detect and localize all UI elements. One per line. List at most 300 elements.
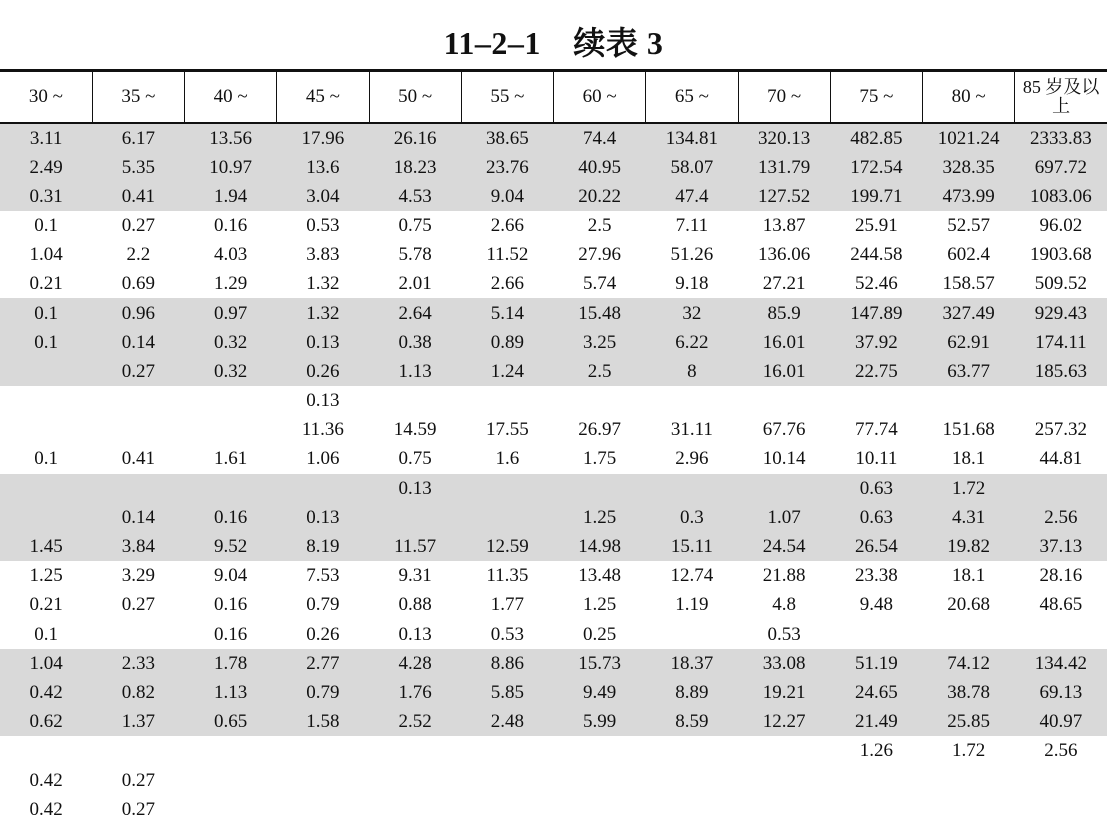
table-cell	[185, 795, 277, 824]
table-cell: 10.11	[855, 448, 898, 470]
table-cell	[92, 474, 184, 503]
table-cell: 0.13	[277, 503, 369, 532]
table-row	[0, 532, 1107, 561]
table-cell: 602.4	[947, 244, 990, 266]
table-cell: 2.66	[490, 273, 524, 295]
table-cell: 8.89	[646, 678, 738, 707]
header-row	[0, 71, 1107, 123]
table-cell: 40.95	[554, 153, 646, 182]
table-cell: 2.48	[461, 707, 553, 736]
table-cell: 473.99	[923, 182, 1015, 211]
table-cell: 20.22	[554, 182, 646, 211]
table-cell: 21.88	[762, 565, 806, 587]
table-cell: 134.42	[1015, 649, 1107, 678]
table-cell: 12.27	[738, 707, 830, 736]
table-cell: 2.5	[554, 357, 646, 386]
table-cell	[738, 795, 830, 824]
table-cell: 0.75	[398, 214, 432, 236]
table-cell: 32	[646, 298, 738, 327]
table-cell: 23.38	[855, 565, 898, 587]
table-cell: 0.21	[29, 594, 63, 616]
table-cell	[92, 386, 184, 415]
table-cell: 151.68	[942, 419, 995, 441]
table-cell: 0.1	[34, 448, 58, 470]
table-cell: 0.16	[214, 623, 248, 645]
table-row	[0, 123, 1107, 153]
table-cell: 0.96	[92, 298, 184, 327]
table-row	[0, 474, 1107, 503]
table-cell	[185, 386, 277, 415]
table-cell: 0.42	[29, 798, 63, 820]
table-cell	[461, 795, 553, 824]
table-cell: 77.74	[855, 419, 898, 441]
table-cell: 58.07	[646, 153, 738, 182]
table-cell: 5.78	[398, 244, 432, 266]
table-cell: 0.41	[121, 448, 155, 470]
column-header: 45 ~	[277, 71, 369, 123]
table-row	[0, 211, 1107, 240]
table-cell: 0.62	[0, 707, 92, 736]
table-cell: 174.11	[1015, 328, 1107, 357]
table-cell: 18.23	[369, 153, 461, 182]
table-cell: 1.45	[0, 532, 92, 561]
table-cell: 26.97	[578, 419, 621, 441]
table-cell: 0.97	[185, 298, 277, 327]
table-cell: 244.58	[850, 244, 903, 266]
table-cell: 24.54	[738, 532, 830, 561]
table-cell	[923, 795, 1015, 824]
table-cell	[0, 357, 92, 386]
column-header: 60 ~	[554, 71, 646, 123]
table-cell: 25.91	[855, 214, 898, 236]
table-cell: 0.3	[646, 503, 738, 532]
table-cell: 482.85	[830, 123, 922, 153]
table-cell	[646, 736, 738, 765]
table-cell: 1.04	[29, 244, 63, 266]
table-cell: 15.11	[646, 532, 738, 561]
table-cell: 2.52	[369, 707, 461, 736]
table-cell: 0.27	[92, 357, 184, 386]
table-row	[0, 357, 1107, 386]
table-cell: 18.1	[952, 565, 986, 587]
table-cell: 67.76	[762, 419, 806, 441]
table-cell: 7.11	[675, 214, 709, 236]
table-cell	[646, 765, 738, 794]
table-cell: 4.03	[214, 244, 248, 266]
table-cell: 2.96	[675, 448, 709, 470]
table-cell	[1015, 386, 1107, 415]
table-body	[0, 123, 1107, 824]
table-cell: 1.07	[738, 503, 830, 532]
table-cell: 37.13	[1015, 532, 1107, 561]
table-cell: 158.57	[942, 273, 995, 295]
table-cell: 18.1	[952, 448, 986, 470]
table-cell	[0, 415, 92, 444]
table-cell: 0.1	[34, 214, 58, 236]
table-cell: 185.63	[1015, 357, 1107, 386]
table-cell	[369, 386, 461, 415]
table-cell: 4.8	[772, 594, 796, 616]
table-cell: 6.17	[92, 123, 184, 153]
table-row	[0, 503, 1107, 532]
table-cell: 929.43	[1015, 298, 1107, 327]
table-cell: 3.11	[0, 123, 92, 153]
table-cell: 0.27	[121, 214, 155, 236]
table-cell	[554, 386, 646, 415]
table-cell: 9.52	[185, 532, 277, 561]
table-cell: 37.92	[830, 328, 922, 357]
table-cell: 2.01	[398, 273, 432, 295]
table-cell: 74.4	[554, 123, 646, 153]
table-cell	[0, 503, 92, 532]
table-cell: 0.89	[461, 328, 553, 357]
column-header: 55 ~	[461, 71, 553, 123]
table-cell: 509.52	[1034, 273, 1087, 295]
table-cell: 0.25	[583, 623, 617, 645]
table-row	[0, 620, 1107, 649]
column-header: 50 ~	[369, 71, 461, 123]
table-cell: 2333.83	[1015, 123, 1107, 153]
column-header: 30 ~	[0, 71, 92, 123]
table-cell: 0.16	[185, 503, 277, 532]
table-cell: 0.27	[121, 769, 155, 791]
table-cell: 13.6	[277, 153, 369, 182]
table-cell: 1.25	[554, 503, 646, 532]
table-cell: 8.19	[277, 532, 369, 561]
table-cell: 16.01	[738, 357, 830, 386]
table-cell: 1.25	[583, 594, 617, 616]
table-cell	[369, 765, 461, 794]
table-cell: 1.72	[952, 740, 986, 762]
table-cell	[554, 795, 646, 824]
table-cell: 3.04	[277, 182, 369, 211]
table-cell: 0.65	[185, 707, 277, 736]
table-cell: 10.97	[185, 153, 277, 182]
table-cell: 134.81	[646, 123, 738, 153]
table-cell: 7.53	[306, 565, 340, 587]
table-cell: 12.74	[670, 565, 714, 587]
table-cell: 1021.24	[923, 123, 1015, 153]
table-cell: 257.32	[1034, 419, 1087, 441]
table-cell: 0.75	[398, 448, 432, 470]
table-cell: 9.48	[859, 594, 893, 616]
table-cell: 13.87	[762, 214, 806, 236]
table-cell: 1.75	[583, 448, 617, 470]
table-cell: 2.5	[587, 214, 612, 236]
table-cell: 1.24	[461, 357, 553, 386]
table-cell	[0, 386, 92, 415]
table-cell: 0.27	[121, 594, 155, 616]
table-cell: 1.76	[369, 678, 461, 707]
table-cell	[738, 386, 830, 415]
table-cell: 18.37	[646, 649, 738, 678]
table-cell: 0.53	[490, 623, 524, 645]
table-cell: 0.53	[306, 214, 340, 236]
table-cell: 2.2	[126, 244, 151, 266]
table-cell	[646, 386, 738, 415]
table-cell: 320.13	[738, 123, 830, 153]
table-cell: 38.78	[923, 678, 1015, 707]
table-cell: 0.32	[185, 357, 277, 386]
table-cell	[461, 474, 553, 503]
table-row	[0, 590, 1107, 619]
table-cell: 0.1	[0, 328, 92, 357]
table-cell: 0.63	[830, 503, 922, 532]
table-cell: 22.75	[830, 357, 922, 386]
column-header: 80 ~	[923, 71, 1015, 123]
table-cell: 1.25	[29, 565, 63, 587]
table-cell: 8.59	[646, 707, 738, 736]
table-cell: 27.96	[578, 244, 621, 266]
table-cell	[185, 736, 277, 765]
table-cell: 74.12	[923, 649, 1015, 678]
table-row	[0, 182, 1107, 211]
table-cell: 1.13	[185, 678, 277, 707]
table-cell	[1015, 620, 1107, 649]
table-cell: 17.55	[486, 419, 529, 441]
table-cell: 14.98	[554, 532, 646, 561]
table-cell: 5.99	[554, 707, 646, 736]
table-cell: 10.14	[762, 448, 806, 470]
table-cell: 328.35	[923, 153, 1015, 182]
table-cell	[554, 765, 646, 794]
table-cell: 5.35	[92, 153, 184, 182]
table-cell: 9.49	[554, 678, 646, 707]
table-cell: 2.56	[1044, 740, 1078, 762]
table-row	[0, 736, 1107, 765]
table-cell: 27.21	[762, 273, 806, 295]
table-cell: 1083.06	[1015, 182, 1107, 211]
table-cell	[923, 620, 1015, 649]
table-row	[0, 678, 1107, 707]
table-row	[0, 795, 1107, 824]
table-cell: 2.64	[369, 298, 461, 327]
table-cell: 48.65	[1039, 594, 1083, 616]
table-cell: 40.97	[1015, 707, 1107, 736]
table-cell	[738, 765, 830, 794]
table-cell: 0.1	[0, 298, 92, 327]
table-cell: 0.32	[185, 328, 277, 357]
table-cell: 13.56	[185, 123, 277, 153]
table-cell: 44.81	[1039, 448, 1083, 470]
table-cell: 1.6	[495, 448, 520, 470]
table-cell	[369, 503, 461, 532]
table-cell: 9.04	[214, 565, 248, 587]
column-header: 35 ~	[92, 71, 184, 123]
column-header: 40 ~	[185, 71, 277, 123]
table-cell	[554, 474, 646, 503]
table-cell	[185, 415, 277, 444]
table-cell: 1.61	[214, 448, 248, 470]
table-cell: 0.69	[121, 273, 155, 295]
table-cell	[738, 736, 830, 765]
table-cell: 11.57	[369, 532, 461, 561]
table-cell: 127.52	[738, 182, 830, 211]
table-cell	[923, 765, 1015, 794]
table-cell: 12.59	[461, 532, 553, 561]
table-cell	[1015, 795, 1107, 824]
table-cell: 85.9	[738, 298, 830, 327]
table-cell: 15.73	[554, 649, 646, 678]
table-cell: 0.13	[398, 623, 432, 645]
table-cell: 0.27	[121, 798, 155, 820]
table-cell: 20.68	[947, 594, 990, 616]
table-row	[0, 386, 1107, 415]
table-cell: 1.06	[306, 448, 340, 470]
column-header: 75 ~	[830, 71, 922, 123]
table-cell: 5.85	[461, 678, 553, 707]
column-header: 65 ~	[646, 71, 738, 123]
table-cell: 0.14	[92, 503, 184, 532]
table-cell: 1.72	[923, 474, 1015, 503]
table-cell: 11.52	[486, 244, 529, 266]
table-cell	[461, 765, 553, 794]
table-cell: 63.77	[923, 357, 1015, 386]
table-cell: 6.22	[646, 328, 738, 357]
table-cell: 1.94	[185, 182, 277, 211]
table-cell: 3.25	[554, 328, 646, 357]
table-cell: 0.88	[398, 594, 432, 616]
table-row	[0, 649, 1107, 678]
table-cell: 3.84	[92, 532, 184, 561]
table-cell: 199.71	[830, 182, 922, 211]
table-cell: 9.18	[675, 273, 709, 295]
table-cell	[461, 386, 553, 415]
table-cell: 0.63	[830, 474, 922, 503]
table-cell: 2.33	[92, 649, 184, 678]
table-cell: 0.38	[369, 328, 461, 357]
table-cell: 5.74	[583, 273, 617, 295]
table-cell	[646, 795, 738, 824]
table-cell: 0.16	[214, 594, 248, 616]
table-cell: 1.04	[0, 649, 92, 678]
table-cell: 23.76	[461, 153, 553, 182]
table-cell: 0.82	[92, 678, 184, 707]
table-row	[0, 298, 1107, 327]
table-cell: 2.77	[277, 649, 369, 678]
table-cell: 1.58	[277, 707, 369, 736]
table-cell: 69.13	[1015, 678, 1107, 707]
table-cell: 4.53	[369, 182, 461, 211]
table-cell: 0.21	[29, 273, 63, 295]
table-cell	[1015, 765, 1107, 794]
table-cell: 0.1	[34, 623, 58, 645]
table-cell: 25.85	[923, 707, 1015, 736]
table-header	[0, 71, 1107, 123]
table-cell: 0.14	[92, 328, 184, 357]
table-cell: 2.66	[490, 214, 524, 236]
table-cell	[277, 765, 369, 794]
table-row	[0, 240, 1107, 269]
table-cell: 9.31	[398, 565, 432, 587]
table-cell: 0.42	[29, 769, 63, 791]
table-cell: 33.08	[738, 649, 830, 678]
table-row	[0, 153, 1107, 182]
table-cell	[830, 765, 922, 794]
table-cell: 1.78	[185, 649, 277, 678]
table-cell	[277, 474, 369, 503]
table-cell	[92, 736, 184, 765]
table-cell: 0.13	[306, 390, 340, 412]
table-row	[0, 269, 1107, 298]
table-cell: 147.89	[830, 298, 922, 327]
table-cell: 21.49	[830, 707, 922, 736]
table-cell: 0.42	[0, 678, 92, 707]
table-cell	[830, 386, 922, 415]
table-cell	[461, 736, 553, 765]
table-cell: 4.28	[369, 649, 461, 678]
table-cell: 26.54	[830, 532, 922, 561]
table-cell	[0, 474, 92, 503]
table-cell: 0.79	[306, 594, 340, 616]
column-header: 70 ~	[738, 71, 830, 123]
table-cell: 13.48	[578, 565, 621, 587]
table-cell: 8.86	[461, 649, 553, 678]
table-cell: 2.56	[1015, 503, 1107, 532]
table-cell: 31.11	[670, 419, 713, 441]
table-cell	[738, 474, 830, 503]
table-cell: 0.26	[277, 357, 369, 386]
table-cell: 0.31	[0, 182, 92, 211]
table-cell: 52.46	[855, 273, 898, 295]
table-cell	[646, 620, 738, 649]
data-table	[0, 69, 1107, 824]
table-cell: 19.21	[738, 678, 830, 707]
table-cell	[277, 736, 369, 765]
table-cell: 16.01	[738, 328, 830, 357]
table-cell: 0.26	[306, 623, 340, 645]
table-cell: 172.54	[830, 153, 922, 182]
table-cell: 1.19	[675, 594, 709, 616]
table-cell: 0.13	[369, 474, 461, 503]
table-cell	[369, 736, 461, 765]
table-row	[0, 561, 1107, 590]
column-header: 85 岁及以上	[1015, 71, 1107, 123]
table-cell: 0.79	[277, 678, 369, 707]
table-cell	[461, 503, 553, 532]
table-cell: 9.04	[461, 182, 553, 211]
table-cell	[92, 415, 184, 444]
table-cell: 4.31	[923, 503, 1015, 532]
table-cell: 136.06	[758, 244, 811, 266]
table-cell: 17.96	[277, 123, 369, 153]
table-cell	[369, 795, 461, 824]
table-cell	[185, 474, 277, 503]
table-cell: 3.83	[306, 244, 340, 266]
table-cell: 24.65	[830, 678, 922, 707]
table-row	[0, 328, 1107, 357]
table-cell: 1.37	[92, 707, 184, 736]
table-cell: 14.59	[393, 419, 437, 441]
table-cell: 11.36	[301, 419, 344, 441]
table-cell	[830, 795, 922, 824]
table-cell	[277, 795, 369, 824]
table-cell: 26.16	[369, 123, 461, 153]
table-cell: 1.29	[214, 273, 248, 295]
table-row	[0, 765, 1107, 794]
table-row	[0, 707, 1107, 736]
table-cell: 2.49	[0, 153, 92, 182]
table-cell: 62.91	[923, 328, 1015, 357]
table-row	[0, 444, 1107, 473]
table-cell: 1.77	[490, 594, 524, 616]
table-cell: 1903.68	[1030, 244, 1092, 266]
table-cell: 51.19	[830, 649, 922, 678]
table-cell: 96.02	[1039, 214, 1083, 236]
table-cell	[0, 736, 92, 765]
table-cell	[830, 620, 922, 649]
table-cell: 327.49	[923, 298, 1015, 327]
